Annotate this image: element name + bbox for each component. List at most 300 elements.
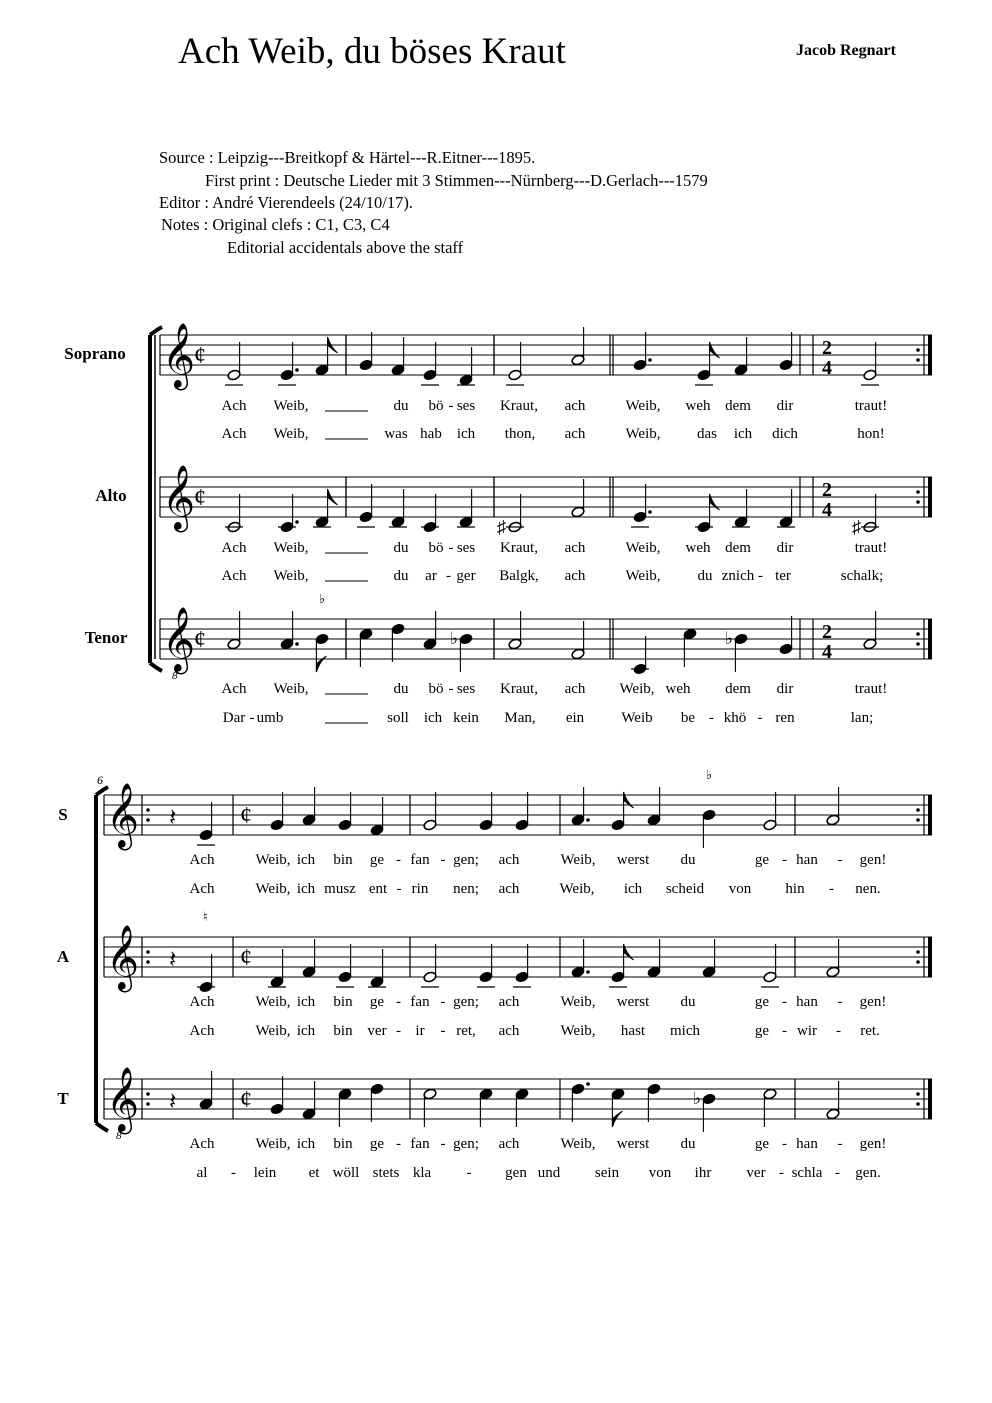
note-head <box>515 1088 529 1100</box>
note-head <box>633 359 647 371</box>
augmentation-dot <box>586 1082 590 1086</box>
note-head <box>647 814 661 826</box>
editor-line: Editor : André Vierendeels (24/10/17). <box>159 193 413 212</box>
note-head <box>826 966 840 978</box>
clef-octave-mark: 8 <box>172 670 178 682</box>
lyric-syllable: bin <box>333 1136 353 1152</box>
note-head <box>702 809 716 821</box>
lyric-syllable: Ach <box>189 994 215 1010</box>
lyric-syllable: schla <box>791 1165 823 1181</box>
lyric-hyphen: - <box>446 568 451 584</box>
lyric-syllable: dir <box>776 398 794 414</box>
lyric-hyphen: - <box>782 1136 787 1152</box>
note-head <box>302 1108 316 1120</box>
note-head <box>280 638 294 650</box>
lyric-syllable: gen; <box>453 852 479 868</box>
repeat-dot <box>146 960 150 964</box>
lyric-syllable: ach <box>564 681 586 697</box>
lyric-syllable: bö <box>428 398 444 414</box>
lyric-syllable: ent <box>368 881 388 897</box>
lyric-syllable: Weib, <box>273 426 309 442</box>
lyric-hyphen: - <box>837 994 843 1010</box>
lyric-syllable: ach <box>564 426 586 442</box>
note-head <box>571 506 585 518</box>
lyric-syllable: soll <box>387 710 409 726</box>
lyric-syllable: Ach <box>221 398 247 414</box>
augmentation-dot <box>586 818 590 822</box>
lyric-syllable: Weib, <box>255 994 291 1010</box>
lyric-syllable: ses <box>456 398 476 414</box>
flat-icon: ♭ <box>450 629 459 648</box>
lyric-syllable: ses <box>456 540 476 556</box>
note-head <box>270 1103 284 1115</box>
note-head <box>647 966 661 978</box>
lyric-syllable: von <box>728 881 752 897</box>
lyric-syllable: umb <box>256 710 284 726</box>
lyric-syllable: hast <box>620 1023 646 1039</box>
lyric-syllable: Ach <box>189 881 215 897</box>
lyric-syllable: ge <box>754 1023 770 1039</box>
lyric-hyphen: - <box>249 710 255 726</box>
note-head <box>359 628 373 640</box>
lyric-syllable: Ach <box>189 1023 215 1039</box>
part-name-s: S <box>58 805 68 824</box>
note-head <box>763 1088 777 1100</box>
lyric-syllable: ich <box>623 881 643 897</box>
note-head <box>270 819 284 831</box>
repeat-dot <box>146 808 150 812</box>
note-head <box>315 364 329 376</box>
lyric-syllable: weh <box>685 540 711 556</box>
lyric-syllable: du <box>680 852 696 868</box>
lyric-syllable: wir <box>797 1023 817 1039</box>
lyric-syllable: gen <box>505 1165 527 1181</box>
note-flag <box>710 342 720 358</box>
lyric-syllable: musz <box>324 881 356 897</box>
lyric-syllable: werst <box>616 1136 650 1152</box>
note-head <box>370 976 384 988</box>
note-head <box>423 1088 437 1100</box>
lyric-syllable: ses <box>456 681 476 697</box>
editorial-flat-icon: ♭ <box>706 767 713 782</box>
note-head <box>423 819 437 831</box>
note-head <box>826 1108 840 1120</box>
cut-time-icon: ¢ <box>194 485 206 511</box>
repeat-dot <box>916 1092 920 1096</box>
lyric-syllable: Weib, <box>273 540 309 556</box>
lyric-syllable: hab <box>420 426 442 442</box>
lyric-syllable: lan; <box>850 710 874 726</box>
note-head <box>826 814 840 826</box>
lyric-syllable: ich <box>296 1023 316 1039</box>
repeat-dot <box>916 642 920 646</box>
lyric-syllable: gen. <box>855 1165 881 1181</box>
lyric-syllable: ger <box>456 568 476 584</box>
note-head <box>280 369 294 381</box>
lyric-syllable: scheid <box>665 881 705 897</box>
lyric-syllable: fan <box>410 1136 430 1152</box>
lyric-hyphen: - <box>396 881 402 897</box>
part-name-soprano: Soprano <box>64 344 126 363</box>
note-head <box>391 516 405 528</box>
time-signature-denominator: 4 <box>822 357 832 379</box>
repeat-dot <box>916 348 920 352</box>
lyric-syllable: ach <box>564 540 586 556</box>
note-head <box>515 819 529 831</box>
lyric-syllable: kla <box>412 1165 432 1181</box>
lyric-syllable: Weib, <box>255 852 291 868</box>
note-head <box>611 971 625 983</box>
cut-time-icon: ¢ <box>194 343 206 369</box>
treble-clef-icon: 𝄞 <box>106 785 140 847</box>
note-head <box>338 819 352 831</box>
lyric-syllable: lein <box>253 1165 277 1181</box>
lyric-syllable: und <box>537 1165 561 1181</box>
part-name-tenor: Tenor <box>84 628 128 647</box>
time-signature-denominator: 4 <box>822 499 832 521</box>
part-name-alto: Alto <box>95 486 127 505</box>
lyric-syllable: ir <box>415 1023 425 1039</box>
lyric-syllable: werst <box>616 994 650 1010</box>
lyric-syllable: Ach <box>221 426 247 442</box>
lyric-syllable: dem <box>725 681 751 697</box>
lyric-syllable: Weib, <box>560 1023 596 1039</box>
lyric-syllable: Ach <box>189 1136 215 1152</box>
lyric-hyphen: - <box>782 994 787 1010</box>
lyric-syllable: Kraut, <box>500 398 538 414</box>
lyric-hyphen: - <box>231 1165 236 1181</box>
note-head <box>199 1098 213 1110</box>
lyric-syllable: Kraut, <box>500 681 538 697</box>
note-head <box>763 819 777 831</box>
lyric-syllable: ihr <box>694 1165 712 1181</box>
quarter-rest-icon: 𝄽 <box>169 1089 177 1115</box>
cut-time-icon: ¢ <box>240 803 252 829</box>
note-head <box>338 1088 352 1100</box>
note-head <box>647 1083 661 1095</box>
lyric-syllable: du <box>393 681 409 697</box>
lyric-hyphen: - <box>448 681 454 697</box>
note-head <box>391 623 405 635</box>
note-head <box>571 354 585 366</box>
lyric-syllable: dem <box>725 540 751 556</box>
repeat-dot <box>916 632 920 636</box>
lyric-syllable: bö <box>428 681 444 697</box>
lyric-hyphen: - <box>396 852 401 868</box>
note-head <box>370 1083 384 1095</box>
note-head <box>359 359 373 371</box>
note-head <box>571 966 585 978</box>
lyric-syllable: hin <box>785 881 805 897</box>
note-head <box>479 1088 493 1100</box>
repeat-dot <box>146 1102 150 1106</box>
flat-icon: ♭ <box>693 1089 702 1108</box>
note-head <box>227 638 241 650</box>
lyric-syllable: ge <box>754 994 770 1010</box>
lyric-syllable: du <box>697 568 713 584</box>
lyric-syllable: han <box>796 994 818 1010</box>
notes-line-2: Editorial accidentals above the staff <box>227 238 464 257</box>
repeat-dot <box>916 818 920 822</box>
lyric-hyphen: - <box>440 994 446 1010</box>
note-flag <box>624 944 634 960</box>
lyric-hyphen: - <box>782 1023 787 1039</box>
lyric-syllable: Weib, <box>273 398 309 414</box>
lyric-syllable: ein <box>565 710 585 726</box>
lyric-syllable: Weib, <box>619 681 655 697</box>
note-head <box>633 511 647 523</box>
repeat-dot <box>916 358 920 362</box>
lyric-hyphen: - <box>758 568 763 584</box>
lyric-syllable: Weib, <box>255 1136 291 1152</box>
lyric-syllable: Weib, <box>255 1023 291 1039</box>
lyric-syllable: be <box>680 710 696 726</box>
treble-clef-icon: 𝄞 <box>162 325 196 387</box>
note-head <box>779 359 793 371</box>
lyric-hyphen: - <box>836 1023 841 1039</box>
lyric-syllable: gen; <box>453 994 479 1010</box>
part-name-t: T <box>57 1089 69 1108</box>
note-head <box>199 829 213 841</box>
time-signature-numerator: 2 <box>822 621 832 643</box>
part-name-a: A <box>56 947 70 966</box>
lyric-syllable: ach <box>498 1023 520 1039</box>
note-head <box>315 633 329 645</box>
lyric-syllable: kein <box>453 710 479 726</box>
note-head <box>459 633 473 645</box>
lyric-syllable: das <box>697 426 717 442</box>
lyric-syllable: Weib, <box>559 881 595 897</box>
lyric-syllable: ter <box>775 568 791 584</box>
lyric-syllable: ich <box>296 994 316 1010</box>
note-head <box>270 976 284 988</box>
time-signature-numerator: 2 <box>822 479 832 501</box>
lyric-syllable: du <box>680 1136 696 1152</box>
lyric-hyphen: - <box>448 398 454 414</box>
lyric-hyphen: - <box>709 710 714 726</box>
lyric-syllable: dir <box>776 540 794 556</box>
lyric-syllable: al <box>196 1165 208 1181</box>
note-head <box>338 971 352 983</box>
note-head <box>779 643 793 655</box>
lyric-syllable: traut! <box>854 681 888 697</box>
note-head <box>734 633 748 645</box>
note-head <box>863 369 877 381</box>
note-flag <box>710 494 720 510</box>
note-head <box>302 814 316 826</box>
note-head <box>611 1088 625 1100</box>
augmentation-dot <box>648 510 652 514</box>
lyric-syllable: Weib, <box>625 568 661 584</box>
lyric-syllable: ach <box>498 881 520 897</box>
note-head <box>459 374 473 386</box>
lyric-syllable: bö <box>428 540 444 556</box>
lyric-syllable: Weib, <box>273 568 309 584</box>
lyric-syllable: nen; <box>453 881 479 897</box>
repeat-dot <box>916 950 920 954</box>
treble-clef-icon: 𝄞 <box>106 927 140 989</box>
cut-time-icon: ¢ <box>240 945 252 971</box>
note-head <box>734 364 748 376</box>
lyric-syllable: ver <box>367 1023 387 1039</box>
note-head <box>315 516 329 528</box>
lyric-syllable: du <box>393 398 409 414</box>
note-head <box>763 971 777 983</box>
note-head <box>611 819 625 831</box>
treble-clef-icon: 𝄞 <box>106 1069 140 1131</box>
repeat-dot <box>916 960 920 964</box>
lyric-hyphen: - <box>466 1165 472 1181</box>
note-head <box>459 516 473 528</box>
note-head <box>423 971 437 983</box>
quarter-rest-icon: 𝄽 <box>169 805 177 831</box>
note-head <box>571 648 585 660</box>
lyric-syllable: nen. <box>855 881 881 897</box>
lyric-syllable: Ach <box>221 681 247 697</box>
lyric-syllable: Weib, <box>560 852 596 868</box>
lyric-syllable: ret. <box>860 1023 880 1039</box>
lyric-syllable: wöll <box>332 1165 360 1181</box>
notes-line: Notes : Original clefs : C1, C3, C4 <box>161 215 390 234</box>
note-head <box>863 638 877 650</box>
first-print-line: First print : Deutsche Lieder mit 3 Stimmen---Nürnberg---D.Gerlach---1579 <box>205 171 708 190</box>
sharp-icon: ♯ <box>497 517 506 537</box>
lyric-syllable: gen! <box>859 994 887 1010</box>
lyric-syllable: sein <box>594 1165 620 1181</box>
lyric-syllable: was <box>384 426 408 442</box>
note-head <box>571 1083 585 1095</box>
note-head <box>479 971 493 983</box>
clef-octave-mark: 8 <box>116 1130 122 1142</box>
lyric-syllable: Man, <box>504 710 536 726</box>
lyric-syllable: ich <box>296 881 316 897</box>
lyric-syllable: von <box>648 1165 672 1181</box>
note-head <box>227 369 241 381</box>
note-head <box>359 511 373 523</box>
lyric-syllable: Weib, <box>625 398 661 414</box>
lyric-hyphen: - <box>837 852 843 868</box>
lyric-hyphen: - <box>835 1165 840 1181</box>
lyric-hyphen: - <box>440 1136 446 1152</box>
note-head <box>683 628 697 640</box>
lyric-syllable: dem <box>725 398 751 414</box>
lyric-syllable: bin <box>333 1023 353 1039</box>
note-head <box>302 966 316 978</box>
time-signature-numerator: 2 <box>822 337 832 359</box>
lyric-syllable: ar <box>425 568 437 584</box>
lyric-syllable: du <box>393 568 409 584</box>
note-head <box>779 516 793 528</box>
note-head <box>702 966 716 978</box>
note-head <box>697 369 711 381</box>
lyric-syllable: ge <box>369 852 385 868</box>
lyric-syllable: Balgk, <box>499 568 539 584</box>
lyric-syllable: du <box>680 994 696 1010</box>
repeat-dot <box>916 1102 920 1106</box>
lyric-syllable: khö <box>723 710 747 726</box>
lyric-syllable: ren <box>775 710 795 726</box>
lyric-syllable: dir <box>776 681 794 697</box>
cut-time-icon: ¢ <box>240 1087 252 1113</box>
lyric-syllable: mich <box>670 1023 700 1039</box>
note-head <box>734 516 748 528</box>
repeat-dot <box>146 1092 150 1096</box>
sharp-icon: ♯ <box>852 517 861 537</box>
note-head <box>370 824 384 836</box>
lyric-syllable: ach <box>498 852 520 868</box>
lyric-syllable: ach <box>564 398 586 414</box>
lyric-hyphen: - <box>396 1136 401 1152</box>
note-head <box>508 369 522 381</box>
lyric-syllable: ret, <box>456 1023 476 1039</box>
editorial-natural-icon: ♮ <box>203 909 208 924</box>
editorial-flat-icon: ♭ <box>319 591 326 606</box>
lyric-syllable: Weib, <box>273 681 309 697</box>
lyric-hyphen: - <box>440 1023 446 1039</box>
lyric-syllable: traut! <box>854 540 888 556</box>
lyric-syllable: fan <box>410 852 430 868</box>
cut-time-icon: ¢ <box>194 627 206 653</box>
note-head <box>423 369 437 381</box>
repeat-dot <box>916 808 920 812</box>
lyric-syllable: gen; <box>453 1136 479 1152</box>
flat-icon: ♭ <box>725 629 734 648</box>
lyric-syllable: Ach <box>221 540 247 556</box>
lyric-hyphen: - <box>440 852 446 868</box>
lyric-syllable: ge <box>754 852 770 868</box>
treble-clef-icon: 𝄞 <box>162 467 196 529</box>
lyric-syllable: Weib, <box>255 881 291 897</box>
lyric-syllable: ach <box>498 994 520 1010</box>
lyric-syllable: ge <box>369 1136 385 1152</box>
lyric-syllable: Dar <box>222 710 246 726</box>
note-head <box>423 638 437 650</box>
lyric-syllable: schalk; <box>840 568 884 584</box>
note-head <box>702 1093 716 1105</box>
lyric-syllable: gen! <box>859 1136 887 1152</box>
source-line: Source : Leipzig---Breitkopf & Härtel---R.Eitner---1895. <box>159 148 536 167</box>
time-signature-denominator: 4 <box>822 641 832 663</box>
measure-number: 6 <box>97 773 103 787</box>
note-head <box>508 638 522 650</box>
lyric-syllable: Weib, <box>560 994 596 1010</box>
lyric-syllable: han <box>796 1136 818 1152</box>
lyric-syllable: traut! <box>854 398 888 414</box>
repeat-dot <box>146 950 150 954</box>
lyric-syllable: du <box>393 540 409 556</box>
lyric-syllable: weh <box>685 398 711 414</box>
lyric-syllable: Weib, <box>625 540 661 556</box>
repeat-dot <box>916 490 920 494</box>
lyric-syllable: bin <box>333 994 353 1010</box>
repeat-dot <box>916 500 920 504</box>
lyric-hyphen: - <box>779 1165 784 1181</box>
lyric-syllable: ich <box>423 710 443 726</box>
lyric-syllable: han <box>796 852 818 868</box>
lyric-syllable: et <box>308 1165 320 1181</box>
lyric-hyphen: - <box>829 881 834 897</box>
lyric-syllable: dich <box>772 426 798 442</box>
lyric-syllable: weh <box>665 681 691 697</box>
lyric-syllable: ich <box>456 426 476 442</box>
augmentation-dot <box>295 368 299 372</box>
lyric-syllable: ich <box>733 426 753 442</box>
lyric-hyphen: - <box>782 852 787 868</box>
lyric-syllable: fan <box>410 994 430 1010</box>
lyric-syllable: ge <box>369 994 385 1010</box>
lyric-syllable: ich <box>296 1136 316 1152</box>
note-flag <box>316 656 326 672</box>
